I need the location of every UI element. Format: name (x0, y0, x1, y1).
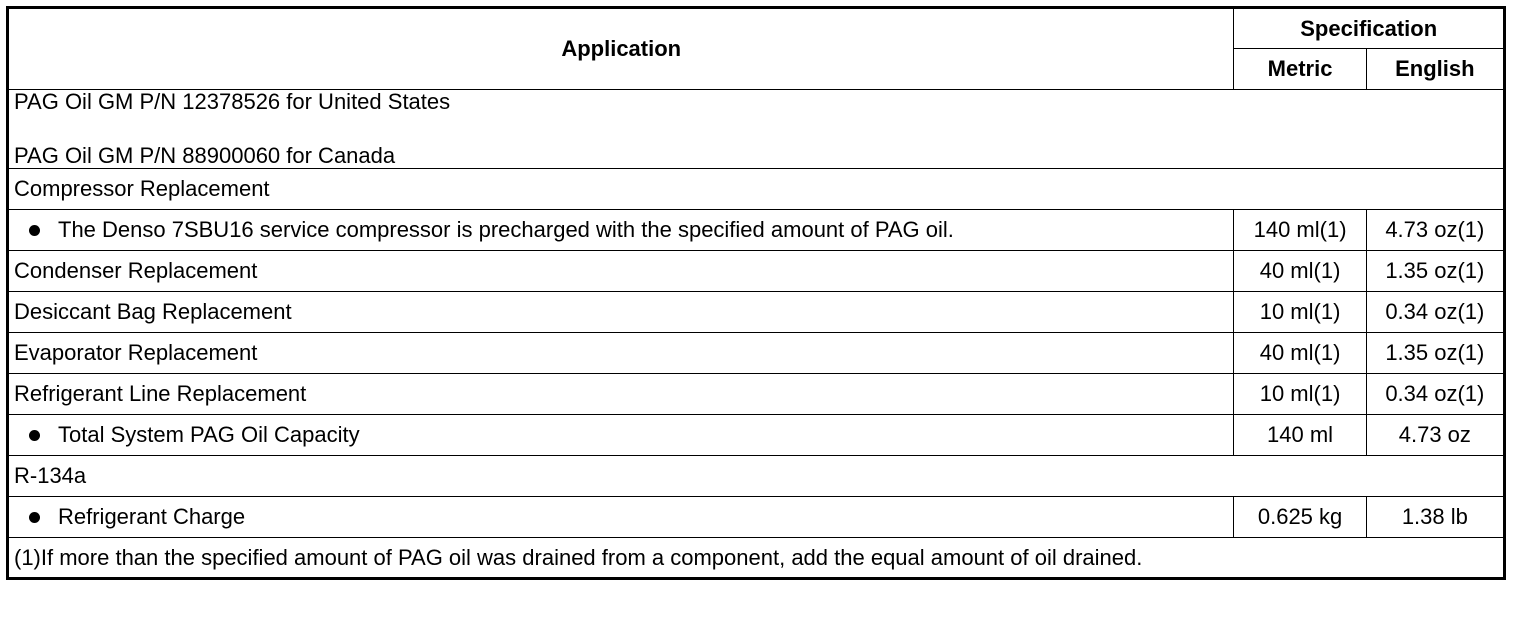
application-cell (8, 333, 1234, 374)
application-cell (8, 497, 1234, 538)
oil-note-canada: PAG Oil GM P/N 88900060 for Canada (14, 143, 396, 168)
metric-value: 10 ml(1) (1234, 292, 1366, 333)
oil-note-us: PAG Oil GM P/N 12378526 for United States (14, 89, 451, 114)
metric-value: 0.625 kg (1234, 497, 1366, 538)
table-body (8, 90, 1505, 538)
oil-note-cell (8, 90, 1505, 169)
section-row (8, 456, 1505, 497)
application-header: Application (8, 8, 1234, 90)
english-value: 4.73 oz (1366, 415, 1504, 456)
table-row (8, 333, 1505, 374)
english-value: 1.38 lb (1366, 497, 1504, 538)
english-value: 1.35 oz(1) (1366, 333, 1504, 374)
english-value: 1.35 oz(1) (1366, 251, 1504, 292)
application-label: Refrigerant Charge (58, 504, 246, 529)
english-value: 4.73 oz(1) (1366, 210, 1504, 251)
application-cell (8, 415, 1234, 456)
application-label: R-134a (14, 463, 87, 488)
table-row (8, 292, 1505, 333)
specification-table (6, 6, 1506, 580)
metric-header: Metric (1234, 49, 1366, 90)
header-row-top (8, 8, 1505, 49)
application-cell (8, 456, 1505, 497)
metric-value: 140 ml (1234, 415, 1366, 456)
table-row (8, 251, 1505, 292)
application-label: Refrigerant Line Replacement (14, 381, 307, 406)
footnote-row (8, 538, 1505, 579)
table-row (8, 210, 1505, 251)
application-cell (8, 251, 1234, 292)
specification-header: Specification (1234, 8, 1505, 49)
english-header: English (1366, 49, 1504, 90)
table-row (8, 374, 1505, 415)
application-label: Condenser Replacement (14, 258, 258, 283)
application-label: Total System PAG Oil Capacity (58, 422, 360, 447)
application-cell (8, 169, 1505, 210)
table-row (8, 415, 1505, 456)
bullet-icon (29, 512, 40, 523)
metric-value: 10 ml(1) (1234, 374, 1366, 415)
bullet-icon (29, 225, 40, 236)
application-label: The Denso 7SBU16 service compressor is precharged with the specified amount of PAG oil. (58, 217, 954, 242)
section-row (8, 169, 1505, 210)
application-cell (8, 292, 1234, 333)
application-cell (8, 210, 1234, 251)
application-label: Compressor Replacement (14, 176, 270, 201)
english-value: 0.34 oz(1) (1366, 374, 1504, 415)
metric-value: 140 ml(1) (1234, 210, 1366, 251)
bullet-icon (29, 430, 40, 441)
oil-note-row (8, 90, 1505, 169)
table-row (8, 497, 1505, 538)
application-label: Evaporator Replacement (14, 340, 258, 365)
footnote: (1)If more than the specified amount of PAG oil was drained from a component, add the equal amount of oil drained. (8, 538, 1505, 579)
metric-value: 40 ml(1) (1234, 333, 1366, 374)
application-cell (8, 374, 1234, 415)
metric-value: 40 ml(1) (1234, 251, 1366, 292)
application-label: Desiccant Bag Replacement (14, 299, 292, 324)
english-value: 0.34 oz(1) (1366, 292, 1504, 333)
